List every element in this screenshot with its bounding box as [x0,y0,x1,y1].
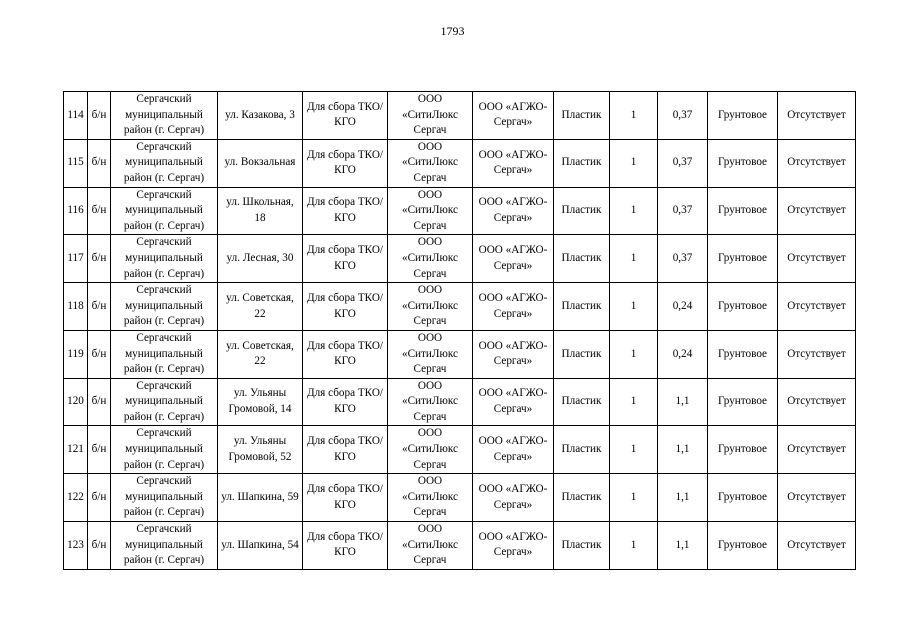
cell-surface: Грунтовое [708,426,778,474]
cell-count: 1 [610,187,658,235]
cell-material: Пластик [554,378,610,426]
cell-fence: Отсутствует [778,235,856,283]
cell-operator: ООО «АГЖО-Сергач» [473,92,554,140]
cell-operator: ООО «АГЖО-Сергач» [473,235,554,283]
cell-district: Сергачский муниципальный район (г. Сергач) [111,187,218,235]
cell-purpose: Для сбора ТКО/КГО [303,283,388,331]
cell-volume: 1,1 [658,426,708,474]
cell-fence: Отсутствует [778,92,856,140]
cell-code: б/н [88,139,111,187]
cell-material: Пластик [554,522,610,570]
cell-surface: Грунтовое [708,378,778,426]
cell-code: б/н [88,283,111,331]
cell-operator: ООО «АГЖО-Сергач» [473,522,554,570]
table-row [64,92,856,140]
cell-number: 121 [64,426,88,474]
cell-count: 1 [610,522,658,570]
cell-surface: Грунтовое [708,235,778,283]
cell-volume: 0,37 [658,187,708,235]
cell-district: Сергачский муниципальный район (г. Сергач) [111,92,218,140]
cell-owner: ООО «СитиЛюкс Сергач [388,283,473,331]
table-row [64,522,856,570]
cell-code: б/н [88,330,111,378]
cell-surface: Грунтовое [708,139,778,187]
cell-count: 1 [610,378,658,426]
cell-number: 114 [64,92,88,140]
cell-district: Сергачский муниципальный район (г. Сергач) [111,426,218,474]
cell-number: 117 [64,235,88,283]
cell-fence: Отсутствует [778,378,856,426]
cell-material: Пластик [554,283,610,331]
cell-purpose: Для сбора ТКО/КГО [303,522,388,570]
table-row [64,426,856,474]
cell-number: 118 [64,283,88,331]
cell-fence: Отсутствует [778,330,856,378]
cell-district: Сергачский муниципальный район (г. Сергач) [111,235,218,283]
cell-material: Пластик [554,139,610,187]
cell-district: Сергачский муниципальный район (г. Сергач) [111,474,218,522]
cell-count: 1 [610,330,658,378]
cell-count: 1 [610,283,658,331]
cell-purpose: Для сбора ТКО/КГО [303,139,388,187]
page-number: 1793 [440,24,465,38]
cell-owner: ООО «СитиЛюкс Сергач [388,474,473,522]
cell-address: ул. Советская, 22 [218,283,303,331]
cell-owner: ООО «СитиЛюкс Сергач [388,378,473,426]
cell-operator: ООО «АГЖО-Сергач» [473,426,554,474]
cell-code: б/н [88,378,111,426]
cell-owner: ООО «СитиЛюкс Сергач [388,522,473,570]
cell-purpose: Для сбора ТКО/КГО [303,474,388,522]
cell-owner: ООО «СитиЛюкс Сергач [388,330,473,378]
cell-fence: Отсутствует [778,522,856,570]
cell-number: 120 [64,378,88,426]
cell-district: Сергачский муниципальный район (г. Сергач) [111,378,218,426]
cell-volume: 1,1 [658,522,708,570]
cell-surface: Грунтовое [708,283,778,331]
cell-address: ул. Вокзальная [218,139,303,187]
cell-operator: ООО «АГЖО-Сергач» [473,139,554,187]
table-row [64,283,856,331]
cell-number: 116 [64,187,88,235]
cell-material: Пластик [554,474,610,522]
cell-district: Сергачский муниципальный район (г. Сергач) [111,139,218,187]
cell-address: ул. Шапкина, 54 [218,522,303,570]
cell-number: 122 [64,474,88,522]
table-row [64,235,856,283]
cell-count: 1 [610,139,658,187]
cell-purpose: Для сбора ТКО/КГО [303,235,388,283]
cell-address: ул. Шапкина, 59 [218,474,303,522]
cell-count: 1 [610,426,658,474]
cell-fence: Отсутствует [778,474,856,522]
cell-district: Сергачский муниципальный район (г. Сергач) [111,330,218,378]
table-body [64,92,856,570]
cell-volume: 0,24 [658,330,708,378]
cell-number: 119 [64,330,88,378]
cell-number: 115 [64,139,88,187]
table-row [64,474,856,522]
cell-code: б/н [88,474,111,522]
cell-code: б/н [88,235,111,283]
cell-surface: Грунтовое [708,330,778,378]
cell-surface: Грунтовое [708,522,778,570]
cell-operator: ООО «АГЖО-Сергач» [473,378,554,426]
cell-material: Пластик [554,426,610,474]
cell-volume: 1,1 [658,474,708,522]
cell-purpose: Для сбора ТКО/КГО [303,426,388,474]
cell-surface: Грунтовое [708,187,778,235]
cell-purpose: Для сбора ТКО/КГО [303,187,388,235]
table-row [64,139,856,187]
cell-material: Пластик [554,187,610,235]
cell-fence: Отсутствует [778,187,856,235]
cell-owner: ООО «СитиЛюкс Сергач [388,139,473,187]
cell-material: Пластик [554,330,610,378]
cell-owner: ООО «СитиЛюкс Сергач [388,187,473,235]
cell-surface: Грунтовое [708,92,778,140]
cell-operator: ООО «АГЖО-Сергач» [473,187,554,235]
cell-material: Пластик [554,235,610,283]
cell-code: б/н [88,92,111,140]
cell-fence: Отсутствует [778,139,856,187]
cell-code: б/н [88,522,111,570]
cell-count: 1 [610,92,658,140]
cell-volume: 0,37 [658,235,708,283]
cell-owner: ООО «СитиЛюкс Сергач [388,426,473,474]
cell-address: ул. Советская, 22 [218,330,303,378]
cell-address: ул. Ульяны Громовой, 14 [218,378,303,426]
cell-address: ул. Ульяны Громовой, 52 [218,426,303,474]
cell-code: б/н [88,187,111,235]
cell-address: ул. Школьная, 18 [218,187,303,235]
waste-sites-table [63,91,856,570]
cell-purpose: Для сбора ТКО/КГО [303,378,388,426]
cell-volume: 1,1 [658,378,708,426]
cell-operator: ООО «АГЖО-Сергач» [473,283,554,331]
cell-district: Сергачский муниципальный район (г. Сергач) [111,522,218,570]
cell-surface: Грунтовое [708,474,778,522]
cell-purpose: Для сбора ТКО/КГО [303,92,388,140]
cell-owner: ООО «СитиЛюкс Сергач [388,235,473,283]
table-row [64,330,856,378]
cell-fence: Отсутствует [778,283,856,331]
table-row [64,187,856,235]
cell-fence: Отсутствует [778,426,856,474]
table-row [64,378,856,426]
cell-volume: 0,37 [658,139,708,187]
cell-operator: ООО «АГЖО-Сергач» [473,330,554,378]
cell-volume: 0,24 [658,283,708,331]
cell-number: 123 [64,522,88,570]
cell-count: 1 [610,474,658,522]
cell-purpose: Для сбора ТКО/КГО [303,330,388,378]
cell-code: б/н [88,426,111,474]
cell-address: ул. Казакова, 3 [218,92,303,140]
cell-count: 1 [610,235,658,283]
cell-volume: 0,37 [658,92,708,140]
cell-owner: ООО «СитиЛюкс Сергач [388,92,473,140]
cell-material: Пластик [554,92,610,140]
cell-district: Сергачский муниципальный район (г. Сергач) [111,283,218,331]
cell-address: ул. Лесная, 30 [218,235,303,283]
cell-operator: ООО «АГЖО-Сергач» [473,474,554,522]
